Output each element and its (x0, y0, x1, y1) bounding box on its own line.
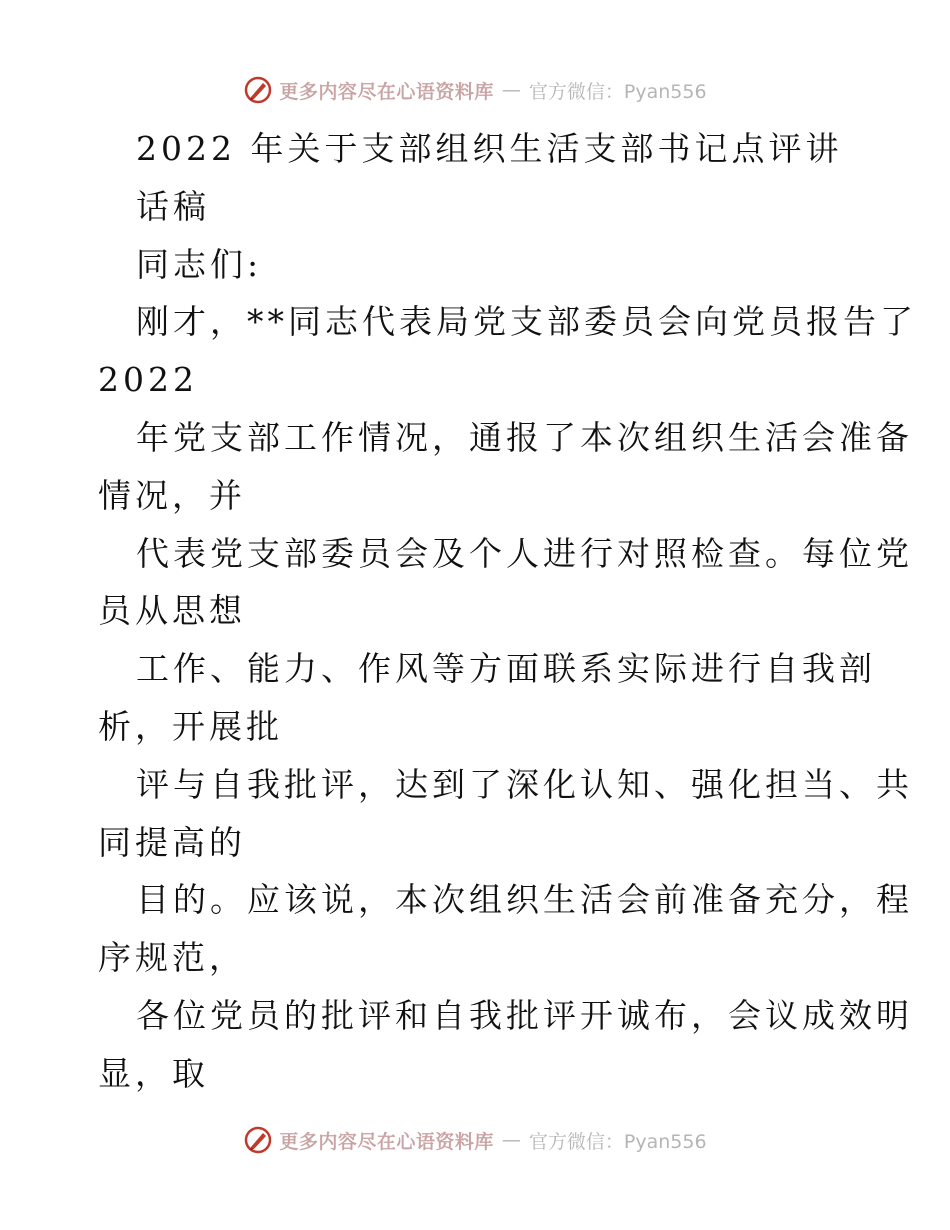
pen-circle-icon (243, 1125, 273, 1155)
banner-separator: — (501, 1129, 521, 1151)
document-body (98, 120, 917, 1103)
pen-circle-icon (243, 75, 273, 105)
banner-separator: — (501, 79, 521, 101)
paragraph-line: 序规范， (98, 938, 246, 978)
paragraph-line: 工作、能力、作风等方面联系实际进行自我剖 (136, 649, 876, 689)
header-banner-inner (243, 75, 706, 105)
paragraph-line: 同提高的 (98, 822, 246, 862)
paragraph-line: 目的。应该说，本次组织生活会前准备充分，程 (136, 880, 913, 920)
footer-banner-inner (243, 1125, 706, 1155)
header-banner (0, 70, 950, 110)
paragraph-line: 显，取 (98, 1053, 209, 1093)
paragraph-line: 年党支部工作情况，通报了本次组织生活会准备 (136, 417, 913, 457)
document-title-line-1: 2022 年关于支部组织生活支部书记点评讲 (136, 129, 843, 168)
banner-title: 更多内容尽在心语资料库 (279, 1130, 494, 1153)
document-title-line-2: 话稿 (136, 186, 210, 226)
banner-wechat: 官方微信：Pyan556 (528, 80, 707, 103)
paragraph-line: 析，开展批 (98, 706, 283, 746)
paragraph-line: 刚才，**同志代表局党支部委员会向党员报告了 (136, 302, 917, 342)
paragraph-line: 评与自我批评，达到了深化认知、强化担当、共 (136, 764, 913, 804)
salutation: 同志们: (136, 244, 263, 284)
banner-title: 更多内容尽在心语资料库 (279, 80, 494, 103)
paragraph-line: 代表党支部委员会及个人进行对照检查。每位党 (136, 533, 913, 573)
paragraph-line: 各位党员的批评和自我批评开诚布，会议成效明 (136, 995, 913, 1035)
paragraph-line: 2022 (98, 360, 198, 400)
paragraph-line: 员从思想 (98, 591, 246, 631)
paragraph-line: 情况，并 (98, 475, 246, 515)
footer-banner (0, 1120, 950, 1160)
banner-wechat: 官方微信：Pyan556 (528, 1130, 707, 1153)
